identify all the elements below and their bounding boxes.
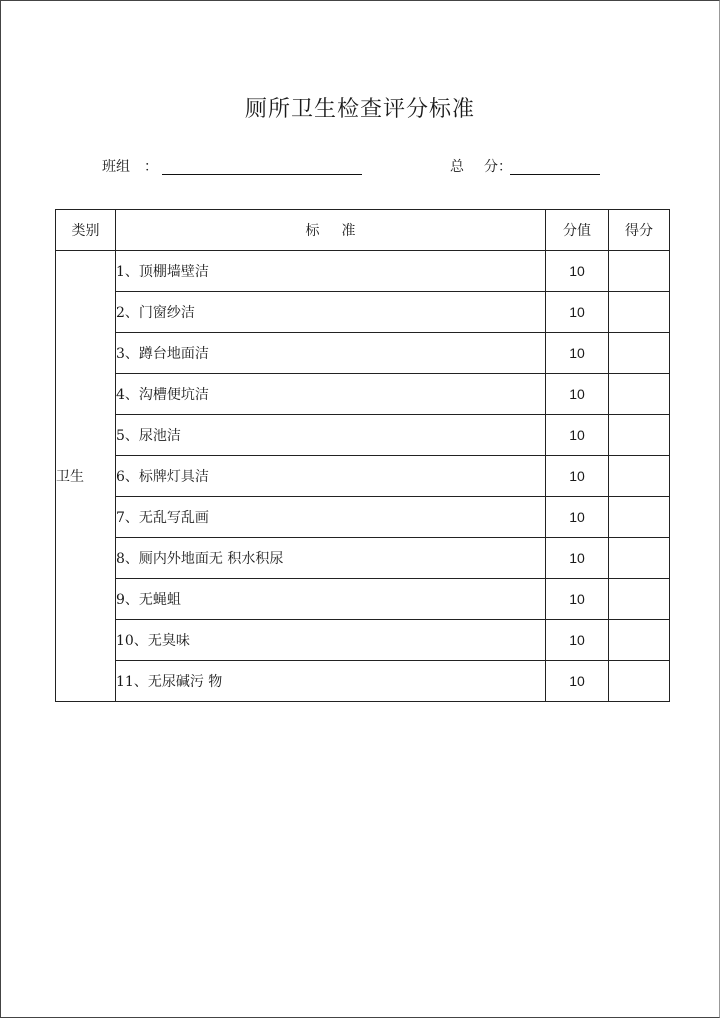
standard-cell: 1、顶棚墙壁洁	[116, 251, 546, 292]
standard-cell: 9、无蝇蛆	[116, 579, 546, 620]
category-cell: 卫生	[56, 251, 116, 702]
value-cell: 10	[546, 333, 609, 374]
table-row	[56, 374, 670, 415]
header-standard-a: 标	[305, 223, 320, 239]
score-cell[interactable]	[609, 415, 670, 456]
score-cell[interactable]	[609, 251, 670, 292]
header-value: 分值	[546, 210, 609, 251]
value-cell: 10	[546, 661, 609, 702]
standard-cell: 11、无尿碱污 物	[116, 661, 546, 702]
group-input-line[interactable]	[162, 174, 362, 175]
value-cell: 10	[546, 292, 609, 333]
table-row	[56, 620, 670, 661]
page-title: 厕所卫生检查评分标准	[244, 97, 475, 122]
total-input-line[interactable]	[510, 174, 600, 175]
total-label-b: 分：	[484, 159, 512, 175]
table-header-row	[56, 210, 670, 251]
value-cell: 10	[546, 251, 609, 292]
standard-cell: 3、蹲台地面洁	[116, 333, 546, 374]
score-cell[interactable]	[609, 661, 670, 702]
standard-cell: 6、标牌灯具洁	[116, 456, 546, 497]
score-cell[interactable]	[609, 456, 670, 497]
table-row	[56, 292, 670, 333]
table-row	[56, 497, 670, 538]
standard-cell: 4、沟槽便坑洁	[116, 374, 546, 415]
score-cell[interactable]	[609, 292, 670, 333]
score-cell[interactable]	[609, 374, 670, 415]
value-cell: 10	[546, 538, 609, 579]
standard-cell: 2、门窗纱洁	[116, 292, 546, 333]
group-label	[102, 156, 158, 176]
score-cell[interactable]	[609, 538, 670, 579]
score-cell[interactable]	[609, 579, 670, 620]
value-cell: 10	[546, 579, 609, 620]
score-table	[55, 209, 670, 702]
group-label-colon: ：	[144, 159, 158, 175]
table-row	[56, 456, 670, 497]
standard-cell: 8、厕内外地面无 积水积尿	[116, 538, 546, 579]
table-row	[56, 251, 670, 292]
group-label-text: 班组	[102, 159, 130, 175]
table-row	[56, 333, 670, 374]
score-cell[interactable]	[609, 620, 670, 661]
value-cell: 10	[546, 620, 609, 661]
table-row	[56, 661, 670, 702]
standard-cell: 5、尿池洁	[116, 415, 546, 456]
table-row	[56, 538, 670, 579]
value-cell: 10	[546, 415, 609, 456]
header-standard-b: 准	[341, 223, 356, 239]
value-cell: 10	[546, 497, 609, 538]
header-category: 类别	[56, 210, 116, 251]
value-cell: 10	[546, 456, 609, 497]
table-row	[56, 415, 670, 456]
score-cell[interactable]	[609, 333, 670, 374]
header-standard	[116, 210, 546, 251]
value-cell: 10	[546, 374, 609, 415]
header-score: 得分	[609, 210, 670, 251]
standard-cell: 7、无乱写乱画	[116, 497, 546, 538]
total-label	[450, 156, 512, 176]
table-row	[56, 579, 670, 620]
standard-cell: 10、无臭味	[116, 620, 546, 661]
score-cell[interactable]	[609, 497, 670, 538]
total-label-a: 总	[450, 159, 464, 175]
